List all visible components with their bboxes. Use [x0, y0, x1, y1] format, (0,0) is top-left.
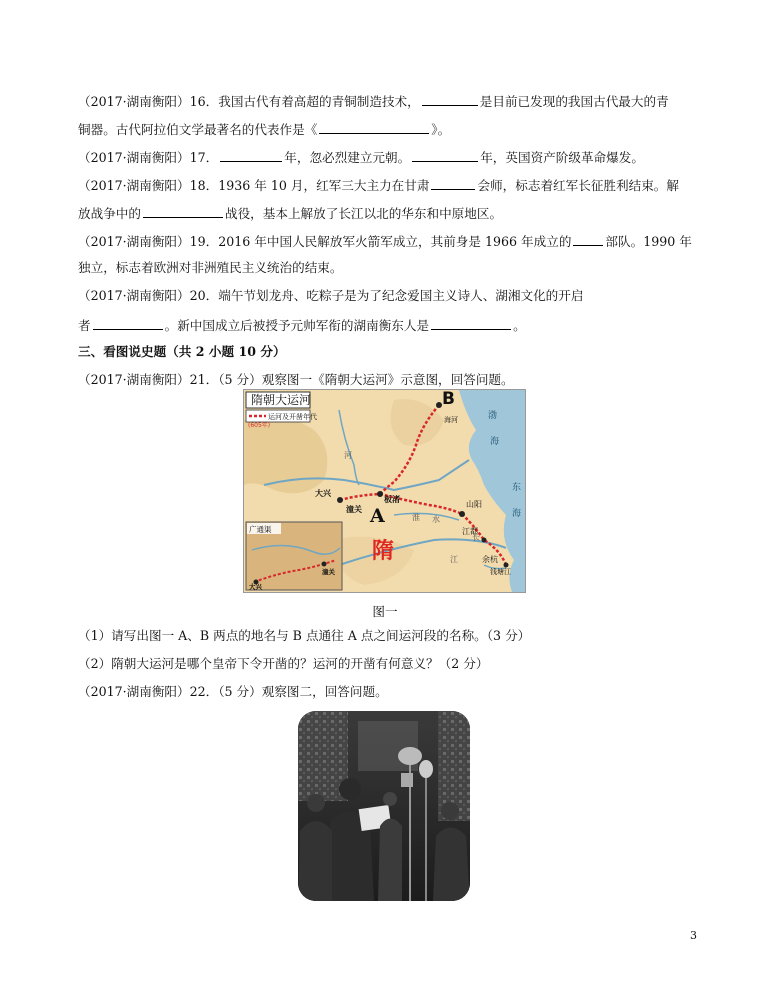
question-19-line-1	[78, 232, 692, 250]
question-text: 。新中国成立后被授予元帅军衔的湖南衡东人是	[164, 318, 430, 333]
answer-blank[interactable]	[319, 120, 429, 134]
question-source: （2017·湖南衡阳）	[78, 372, 190, 387]
question-text: 年，忽必烈建立元朝。	[284, 150, 411, 165]
question-16-line-1	[78, 92, 669, 110]
answer-blank[interactable]	[220, 148, 282, 162]
question-22-intro	[78, 684, 388, 700]
question-text: 铜器。古代阿拉伯文学最著名的代表作是《	[78, 122, 318, 137]
shui-label: 水	[432, 515, 440, 524]
daxing-label: 大兴	[315, 489, 331, 498]
sui-label: 隋	[372, 538, 395, 564]
historical-photo	[298, 711, 470, 901]
section-title: 三、看图说史题（共 2 小题 10 分）	[78, 344, 286, 359]
map-title: 隋朝大运河	[251, 393, 312, 407]
question-text: 20．端午节划龙舟、吃粽子是为了纪念爱国主义诗人、湖湘文化的开启	[189, 288, 584, 303]
answer-blank[interactable]	[143, 204, 223, 218]
question-source: （2017·湖南衡阳）	[78, 94, 190, 109]
inset-title: 广通渠	[249, 525, 272, 534]
question-source: （2017·湖南衡阳）	[78, 150, 190, 165]
bohai-label-2: 海	[490, 437, 500, 447]
question-17-line	[78, 148, 644, 166]
answer-blank[interactable]	[93, 316, 163, 330]
qiantang-label: 钱塘江	[490, 568, 511, 576]
point-a-label: A	[370, 505, 385, 527]
question-text: 18．1936 年 10 月，红军三大主力在甘肃	[189, 178, 430, 193]
question-text: 战役，基本上解放了长江以北的华东和中原地区。	[224, 206, 503, 221]
point-b-label: B	[442, 390, 455, 409]
question-text: 》。	[431, 122, 451, 137]
question-18-line-2	[78, 204, 502, 222]
donghai-label-2: 海	[512, 509, 522, 519]
answer-blank[interactable]	[412, 148, 478, 162]
haihe-label: 海河	[444, 416, 458, 424]
question-text: 21．（5 分）观察图一《隋朝大运河》示意图，回答问题。	[189, 372, 514, 387]
tongguan-label: 潼关	[346, 505, 362, 514]
question-text: 放战争中的	[78, 206, 141, 221]
question-16-line-2	[78, 120, 450, 138]
question-text: 是目前已发现的我国古代最大的青	[479, 94, 669, 109]
legend-text: 运河及开凿年代	[268, 413, 317, 421]
question-21-sub-2: （2）隋朝大运河是哪个皇帝下令开凿的？运河的开凿有何意义？（2 分）	[78, 656, 489, 671]
question-text: 16．我国古代有着高超的青铜制造技术，	[189, 94, 420, 109]
question-source: （2017·湖南衡阳）	[78, 684, 190, 699]
question-text: 17．	[189, 150, 219, 165]
question-text: 部队。1990 年	[605, 234, 692, 249]
answer-blank[interactable]	[573, 232, 603, 246]
yuhang-label: 余杭	[482, 555, 498, 564]
jiangdu-label: 江都	[462, 527, 478, 536]
answer-blank[interactable]	[422, 92, 478, 106]
donghai-label-1: 东	[512, 483, 522, 493]
bohai-label-1: 渤	[488, 411, 498, 421]
inset-tongguan-label: 潼关	[322, 568, 335, 576]
question-text: 19．2016 年中国人民解放军火箭军成立，其前身是 1966 年成立的	[189, 234, 572, 249]
question-21-intro	[78, 372, 514, 388]
question-text: 者	[78, 318, 91, 333]
question-source: （2017·湖南衡阳）	[78, 288, 190, 303]
question-19-line-2	[78, 260, 342, 276]
answer-blank[interactable]	[431, 176, 475, 190]
question-text: 会师，标志着红军长征胜利结束。解	[477, 178, 679, 193]
sui-grand-canal-map	[243, 389, 526, 593]
question-20-line-1	[78, 288, 583, 304]
page-number: 3	[690, 929, 697, 942]
inset-daxing-label: 大兴	[249, 583, 262, 591]
question-text: 22．（5 分）观察图二，回答问题。	[189, 684, 388, 699]
question-20-line-2	[78, 316, 526, 334]
question-source: （2017·湖南衡阳）	[78, 178, 190, 193]
question-text: 年，英国资产阶级革命爆发。	[480, 150, 644, 165]
question-source: （2017·湖南衡阳）	[78, 234, 190, 249]
huai-label: 淮	[412, 513, 420, 522]
question-21-sub-1: （1）请写出图一 A、B 两点的地名与 B 点通往 A 点之间运河段的名称。（3 分）	[78, 628, 531, 643]
legend-year: (605年)	[248, 422, 271, 429]
question-18-line-1	[78, 176, 679, 194]
he-label: 河	[344, 451, 352, 460]
jiang-label: 江	[450, 555, 458, 564]
question-text: 独立，标志着欧洲对非洲殖民主义统治的结束。	[78, 260, 343, 275]
question-text: 。	[513, 318, 526, 333]
answer-blank[interactable]	[431, 316, 511, 330]
figure-1-caption: 图一	[372, 604, 398, 619]
shanyang-label: 山阳	[466, 500, 482, 509]
banzhu-label: 板渚	[384, 495, 400, 504]
chang-label: 长	[472, 533, 480, 542]
